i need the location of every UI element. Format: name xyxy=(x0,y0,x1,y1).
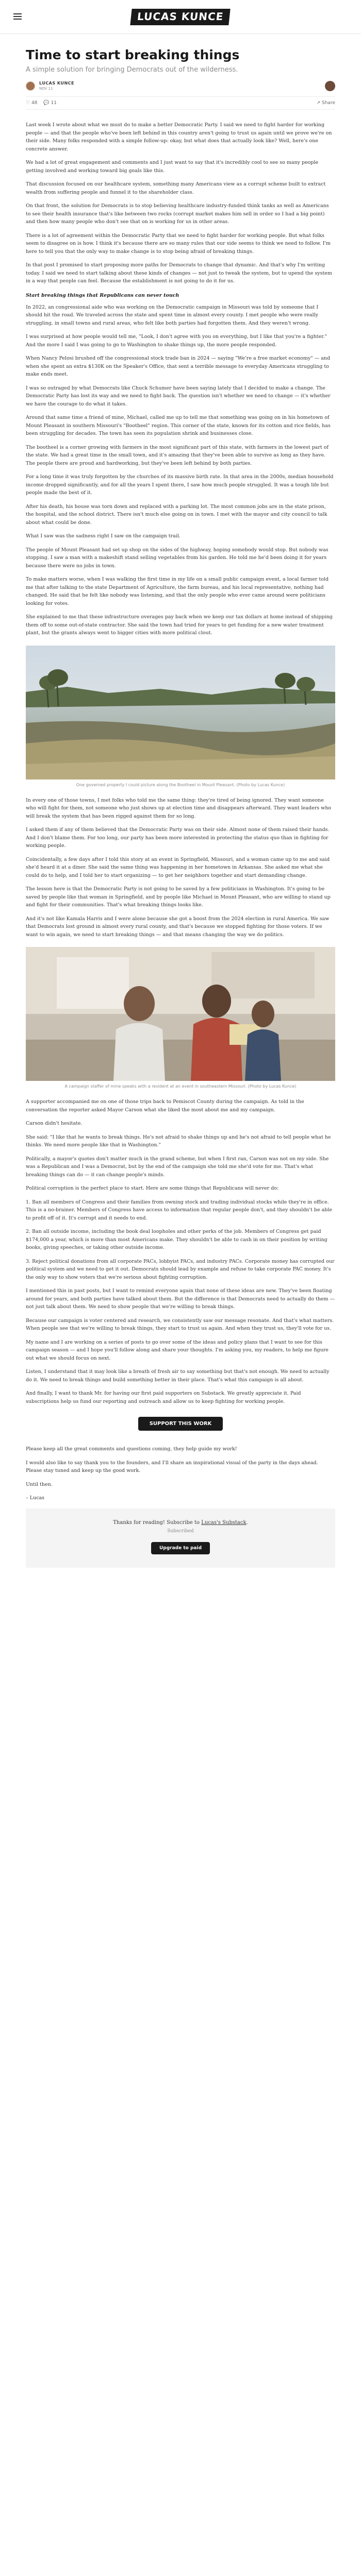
paragraph: For a long time it was truly forgotten by the churches of its massive birth rate. In that area in the 2000s, median household income dropped significantly, and for all the years I spent there, I saw how much people struggled. It was a tough life but people made the best of it. xyxy=(26,474,334,496)
share-button[interactable]: ↗ Share xyxy=(316,100,335,106)
menu-icon[interactable] xyxy=(13,13,22,20)
author-avatar[interactable] xyxy=(26,81,35,91)
like-count: 48 xyxy=(31,100,38,106)
paragraph: I was so outraged by what Democrats like Chuck Schumer have been saying lately that I decided to make a change. The Democratic Party has lost its way and we need to fight back. The question isn't whether we need to change — it's whether we have the courage to do what it takes. xyxy=(26,385,331,407)
paragraph: My name and I are working on a series of posts to go over some of the ideas and policy plans that I want to see for this campaign season — and I hope you'll follow along and share your thoughts. I'm asking you, my readers, to help me figure out what we should focus on next. xyxy=(26,1339,329,1361)
upgrade-button[interactable]: Upgrade to paid xyxy=(151,1542,210,1554)
profile-avatar[interactable] xyxy=(325,81,335,91)
figure-campaign xyxy=(26,947,335,1089)
paragraph: I mentioned this in past posts, but I want to remind everyone again that none of these ideas are new. They've been floating around for years, and both parties have talked about them. But the difference is that Democrats need to actually do them — not just talk about them. We need to show people that we're willing to break things. xyxy=(26,1288,335,1310)
paragraph: Because our campaign is voter centered and research, we consistently saw our message resonate. And that's what matters. When people see that we're willing to break things, they start to trust us again. And when they trust us, they'll vote for us. xyxy=(26,1317,334,1331)
paragraph: There is a lot of agreement within the Democratic Party that we need to fight harder for working people. But what folks seem to disagree on is how. I think it's because there are so many rules that our side seems to think we need to follow. I'm here to tell you that the only way to make change is to stop being afraid of breaking things. xyxy=(26,232,331,255)
subscribe-text xyxy=(26,1520,335,1526)
paragraph: Last week I wrote about what we must do to make a better Democratic Party. I said we need to fight harder for working people — and that the people who've been left behind in this country aren't going to trust us again until we prove we're on their side. Many folks responded with a simple follow-up: okay, but what does that actually look like? Well, here's one concrete answer. xyxy=(26,122,332,152)
paragraph: Political corruption is the perfect place to start. Here are some things that Republicans will never do: xyxy=(26,1185,279,1191)
subscribe-form xyxy=(26,1542,335,1554)
paragraph: Until then. xyxy=(26,1481,53,1487)
masthead xyxy=(0,0,361,34)
paragraph: After his death, his house was torn down and replaced with a parking lot. The most common jobs are in the state prison, the hospital, and the school district. There isn't much else going on in town. I met with the mayor and city council to talk about what could be done. xyxy=(26,503,327,526)
paragraph: I would also like to say thank you to the founders, and I'll share an inspirational visual of the party in the days ahead. Please stay tuned and keep up the good work. xyxy=(26,1460,318,1473)
paragraph: Carson didn't hesitate. xyxy=(26,1121,83,1126)
paragraph: In 2022, an congressional aide who was working on the Democratic campaign in Missouri was told by someone that I should hit the road. We traveled across the state and spent time in almost every county. I met people who were really struggling, in small towns and rural areas, who felt like both parties had forgotten them. And they weren't wrong. xyxy=(26,304,319,326)
post-actions xyxy=(26,96,335,110)
subscribed-status: Subscribed xyxy=(167,1528,194,1534)
paragraph: Coincidentally, a few days after I told this story at an event in Springfield, Missouri, and a woman came up to me and said she'd heard it at a diner. She said the same thing was happening in her hometown in Arkansas. She asked me what she could do to help, and I told her to start organizing — to get her neighbors together and start demanding change. xyxy=(26,856,330,878)
share-label: Share xyxy=(322,100,335,106)
substack-link[interactable]: Lucas's Substack xyxy=(201,1519,247,1526)
figure-bootheel xyxy=(26,646,335,787)
byline xyxy=(26,81,335,91)
paragraph: When Nancy Pelosi brushed off the congressional stock trade ban in 2024 — saying "We're a free market economy" — and when she spent an extra $130K on the Speaker's Office, that sent a terrible message to everyday Americans struggling to make ends meet. xyxy=(26,355,331,377)
comment-count: 11 xyxy=(51,100,57,106)
paragraph: That discussion focused on our healthcare system, something many Americans view as a corrupt scheme built to extract wealth from suffering people and funnel it to the shareholder class. xyxy=(26,181,326,195)
paragraph: The lesson here is that the Democratic Party is not going to be saved by a few politicians in Washington. It's going to be saved by people like that woman in Springfield, and by people like Michael in Mount Pleasant, who are willing to stand up and fight for their communities. That's what breaking things looks like. xyxy=(26,886,331,908)
author-name[interactable]: LUCAS KUNCE xyxy=(39,81,75,86)
paragraph: On that front, the solution for Democrats is to stop believing healthcare industry-funded think tanks as well as Americans to see their health insurance that's like between two rocks (corrupt market makes him sell in order so I had a big point) and then how many people who don't see that on is working for us in other areas. xyxy=(26,203,329,225)
subscribe-box xyxy=(26,1509,335,1568)
paragraph: I asked them if any of them believed that the Democratic Party was on their side. Almost none of them raised their hands. And I don't blame them. For too long, our party has been more interested in protecting the status quo than in fighting for working people. xyxy=(26,827,330,849)
paragraph: In every one of those towns, I met folks who told me the same thing: they're tired of being ignored. They want someone who will fight for them, not someone who just shows up at election time and disappears afterward. They want leaders who will break the system that has been rigged against them for so long. xyxy=(26,797,332,819)
paragraph: And it's not like Kamala Harris and I were alone because she got a boost from the 2024 election in rural America. We saw that Democrats lost ground in almost every rural county, and that's because we stopped fighting for those voters. If we want to win again, we need to start breaking things — and that means changing the way we do politics. xyxy=(26,916,330,938)
paragraph: I was surprised at how people would tell me, "Look, I don't agree with you on everything, but I like that you're a fighter." And the more I said I was going to go to Washington to shake things up, the more people responded. xyxy=(26,334,327,348)
campaign-photo[interactable] xyxy=(26,947,335,1081)
paragraph: The bootheel is a corner growing with farmers in the most significant part of this state, with farmers in the lowest part of the state. We had a great time in the small town, and it's amazing that they've been able to survive as long as they have. The people there are proud and hardworking, but they've been left behind by both parties. xyxy=(26,444,329,466)
paragraph: She said: "I like that he wants to break things. He's not afraid to shake things up and he's not afraid to tell people what he thinks. We need more people like that in Washington." xyxy=(26,1134,331,1148)
figure-caption: One governed property I could picture along the Bootheel in Mount Pleasant. (Photo by Lucas Kunce) xyxy=(76,782,285,787)
paragraph: Politically, a mayor's quotes don't matter much in the grand scheme, but when I first ran, Carson was not on my side. She was a Republican and I was a Democrat, but by the end of the campaign she told me she'd vote for me. That's what breaking things can do — it can change people's minds. xyxy=(26,1156,329,1178)
subscribe-text-prefix: Thanks for reading! Subscribe to xyxy=(113,1519,202,1526)
paragraph: Around that same time a friend of mine, Michael, called me up to tell me that something was going on in his hometown of Mount Pleasant in southern Missouri's "Bootheel" region. This corner of the state, known for its cotton and rice fields, has been struggling for decades. The town has seen its population shrink and businesses close. xyxy=(26,415,331,436)
paragraph: Please keep all the great comments and questions coming, they help guide my work! xyxy=(26,1446,237,1452)
paragraph: 2. Ban all outside income, including the book deal loopholes and other perks of the job. Members of Congress get paid $174,000 a year, which is more than most Americans make. They shouldn't be able to cash in on their position by writing books, giving speeches, or taking other outside income. xyxy=(26,1229,327,1250)
figure-caption: A campaign staffer of mine speaks with a resident at an event in southeastern Missouri. (Photo by Lucas Kunce) xyxy=(64,1084,297,1089)
subscribe-text-suffix: . xyxy=(246,1519,248,1526)
signoff: – Lucas xyxy=(26,1495,45,1501)
paragraph: What I saw was the sadness right I saw on the campaign trail. xyxy=(26,533,180,539)
paragraph: 1. Ban all members of Congress and their families from owning stock and trading individual stocks while they're in office. This is a no-brainer. Members of Congress have access to information that regular people don't, and they shouldn't be able to profit off of it. It's corrupt and it needs to end. xyxy=(26,1199,333,1221)
paragraph: To make matters worse, when I was walking the first time in my life on a small public campaign event, a local farmer told me that after talking to the state Department of Agriculture, the farm bureau, and his local representative, nothing had changed. He said that he felt like nobody was listening, and that the only people who ever came around were politicians looking for votes. xyxy=(26,577,329,606)
paragraph: A supporter accompanied me on one of those trips back to Pemiscot County during the campaign. As told in the conversation the reporter asked Mayor Carson what she liked the most about me and my campaign. xyxy=(26,1099,304,1113)
article xyxy=(26,34,335,1568)
paragraph: And finally, I want to thank Mr. for having our first paid supporters on Substack. We greatly appreciate it. Paid subscriptions help us fund our reporting and outreach and allow us to keep fighting for working people. xyxy=(26,1391,301,1404)
support-button[interactable]: SUPPORT THIS WORK xyxy=(138,1417,223,1431)
paragraph: In that post I promised to start proposing more paths for Democrats to change that dynamic. And that's why I'm writing today. I said we need to start talking about these kinds of changes — not just to tweak the system, but to upend the system in a way that people can feel. Because the establishment is not going to do it for us. xyxy=(26,262,332,284)
paragraph: She explained to me that these infrastructure overages pay back when we keep our tax dollars at home instead of shipping them off to some out-of-state contractor. She said the town had tried for years to get funding for a new water treatment plant, but the grants always went to bigger cities with more political clout. xyxy=(26,614,333,636)
comment-button[interactable]: 💬 11 xyxy=(43,100,57,106)
post-subtitle: A simple solution for bringing Democrats out of the wilderness. xyxy=(26,66,238,74)
post-date: NOV 11 xyxy=(39,87,53,91)
post-title: Time to start breaking things xyxy=(26,47,240,62)
paragraph: Listen, I understand that it may look like a breath of fresh air to say something but that's not enough. We need to actually do it. We need to break things and build something better in their place. That's what this campaign is all about. xyxy=(26,1369,330,1383)
post-body xyxy=(26,121,335,1502)
paragraph: 3. Reject political donations from all corporate PACs, lobbyist PACs, and industry PACs. Corporate money has corrupted our political system and we need to get it out. Democrats should lead by example and refuse to take corporate PAC money. It's the only way to show voters that we're serious about fighting corruption. xyxy=(26,1258,335,1280)
like-button[interactable]: ♡ 48 xyxy=(26,100,38,106)
section-heading: Start breaking things that Republicans can never touch xyxy=(26,292,179,298)
bootheel-photo[interactable] xyxy=(26,646,335,779)
paragraph: The people of Mount Pleasant had set up shop on the sides of the highway, hoping somebody would stop. But nobody was stopping. I saw a man with a makeshift stand selling vegetables from his garden. He told me he'd been doing it for years because there were no jobs in town. xyxy=(26,547,329,569)
brand-logo[interactable]: LUCAS KUNCE xyxy=(130,9,231,25)
paragraph: We had a lot of great engagement and comments and I just want to say that it's incredibly cool to see so many people getting involved and working toward big goals like this. xyxy=(26,160,319,174)
cta-wrap xyxy=(26,1417,335,1431)
